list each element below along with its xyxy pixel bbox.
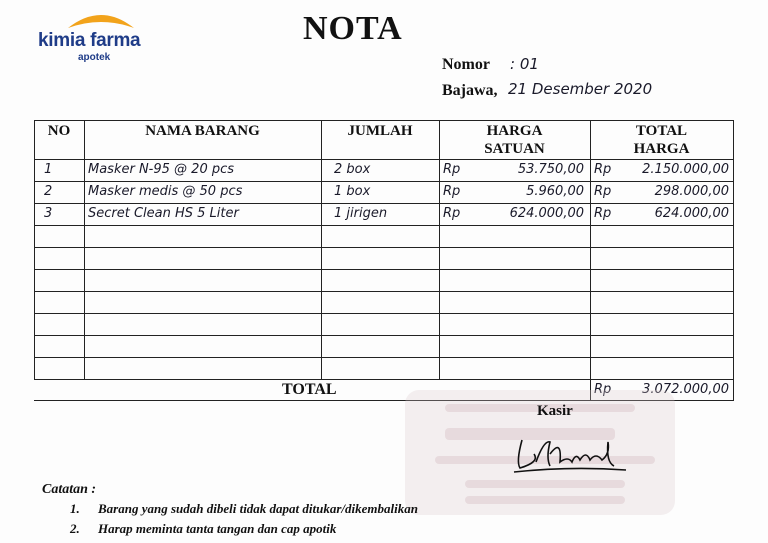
note-item bbox=[70, 501, 418, 517]
note-text: Harap meminta tanta tangan dan cap apotik bbox=[98, 521, 337, 536]
row-no: 3 bbox=[44, 206, 53, 221]
nomor-value: : 01 bbox=[510, 55, 539, 73]
header-nama-barang: NAMA BARANG bbox=[145, 123, 260, 139]
grand-total-rp: Rp bbox=[594, 382, 612, 397]
note-number: 2. bbox=[70, 521, 80, 536]
header-harga-satuan-1: HARGA bbox=[486, 123, 543, 139]
row-rp: Rp bbox=[594, 162, 612, 177]
row-rp: Rp bbox=[443, 206, 461, 221]
row-rp: Rp bbox=[443, 184, 461, 199]
logo-name: kimia farma bbox=[38, 30, 141, 51]
row-jumlah: 1 box bbox=[334, 184, 371, 199]
items-table bbox=[34, 120, 734, 401]
date-value: 21 Desember 2020 bbox=[508, 80, 653, 98]
logo-subtitle: apotek bbox=[78, 52, 111, 63]
document-title: NOTA bbox=[303, 10, 403, 47]
note-item bbox=[70, 521, 336, 537]
row-harga: 5.960,00 bbox=[526, 184, 584, 199]
header-total-harga-1: TOTAL bbox=[635, 123, 688, 139]
total-label: TOTAL bbox=[282, 381, 337, 398]
row-nama: Secret Clean HS 5 Liter bbox=[88, 206, 239, 221]
row-harga: 53.750,00 bbox=[517, 162, 584, 177]
row-no: 2 bbox=[44, 184, 53, 199]
row-nama: Masker N-95 @ 20 pcs bbox=[88, 162, 235, 177]
note-number: 1. bbox=[70, 501, 80, 516]
header-jumlah: JUMLAH bbox=[347, 123, 413, 139]
place-label: Bajawa, bbox=[442, 82, 498, 99]
row-jumlah: 2 box bbox=[334, 162, 371, 177]
kimia-farma-logo bbox=[38, 10, 168, 62]
sun-arc-icon bbox=[66, 10, 136, 30]
nomor-label: Nomor bbox=[442, 56, 490, 73]
row-total: 624.000,00 bbox=[654, 206, 729, 221]
header-total-harga-2: HARGA bbox=[633, 141, 690, 157]
row-total: 2.150.000,00 bbox=[642, 162, 729, 177]
row-no: 1 bbox=[44, 162, 53, 177]
row-rp: Rp bbox=[443, 162, 461, 177]
row-harga: 624.000,00 bbox=[509, 206, 584, 221]
row-nama: Masker medis @ 50 pcs bbox=[88, 184, 243, 199]
row-jumlah: 1 jirigen bbox=[334, 206, 388, 221]
kasir-label: Kasir bbox=[537, 403, 573, 419]
row-total: 298.000,00 bbox=[654, 184, 729, 199]
grand-total-value: 3.072.000,00 bbox=[642, 382, 729, 397]
header-no: NO bbox=[47, 123, 71, 139]
note-text: Barang yang sudah dibeli tidak dapat ditukar/dikembalikan bbox=[98, 501, 418, 516]
row-rp: Rp bbox=[594, 206, 612, 221]
row-rp: Rp bbox=[594, 184, 612, 199]
notes-title: Catatan : bbox=[42, 482, 97, 497]
header-harga-satuan-2: SATUAN bbox=[484, 141, 545, 157]
cashier-signature bbox=[510, 432, 640, 482]
